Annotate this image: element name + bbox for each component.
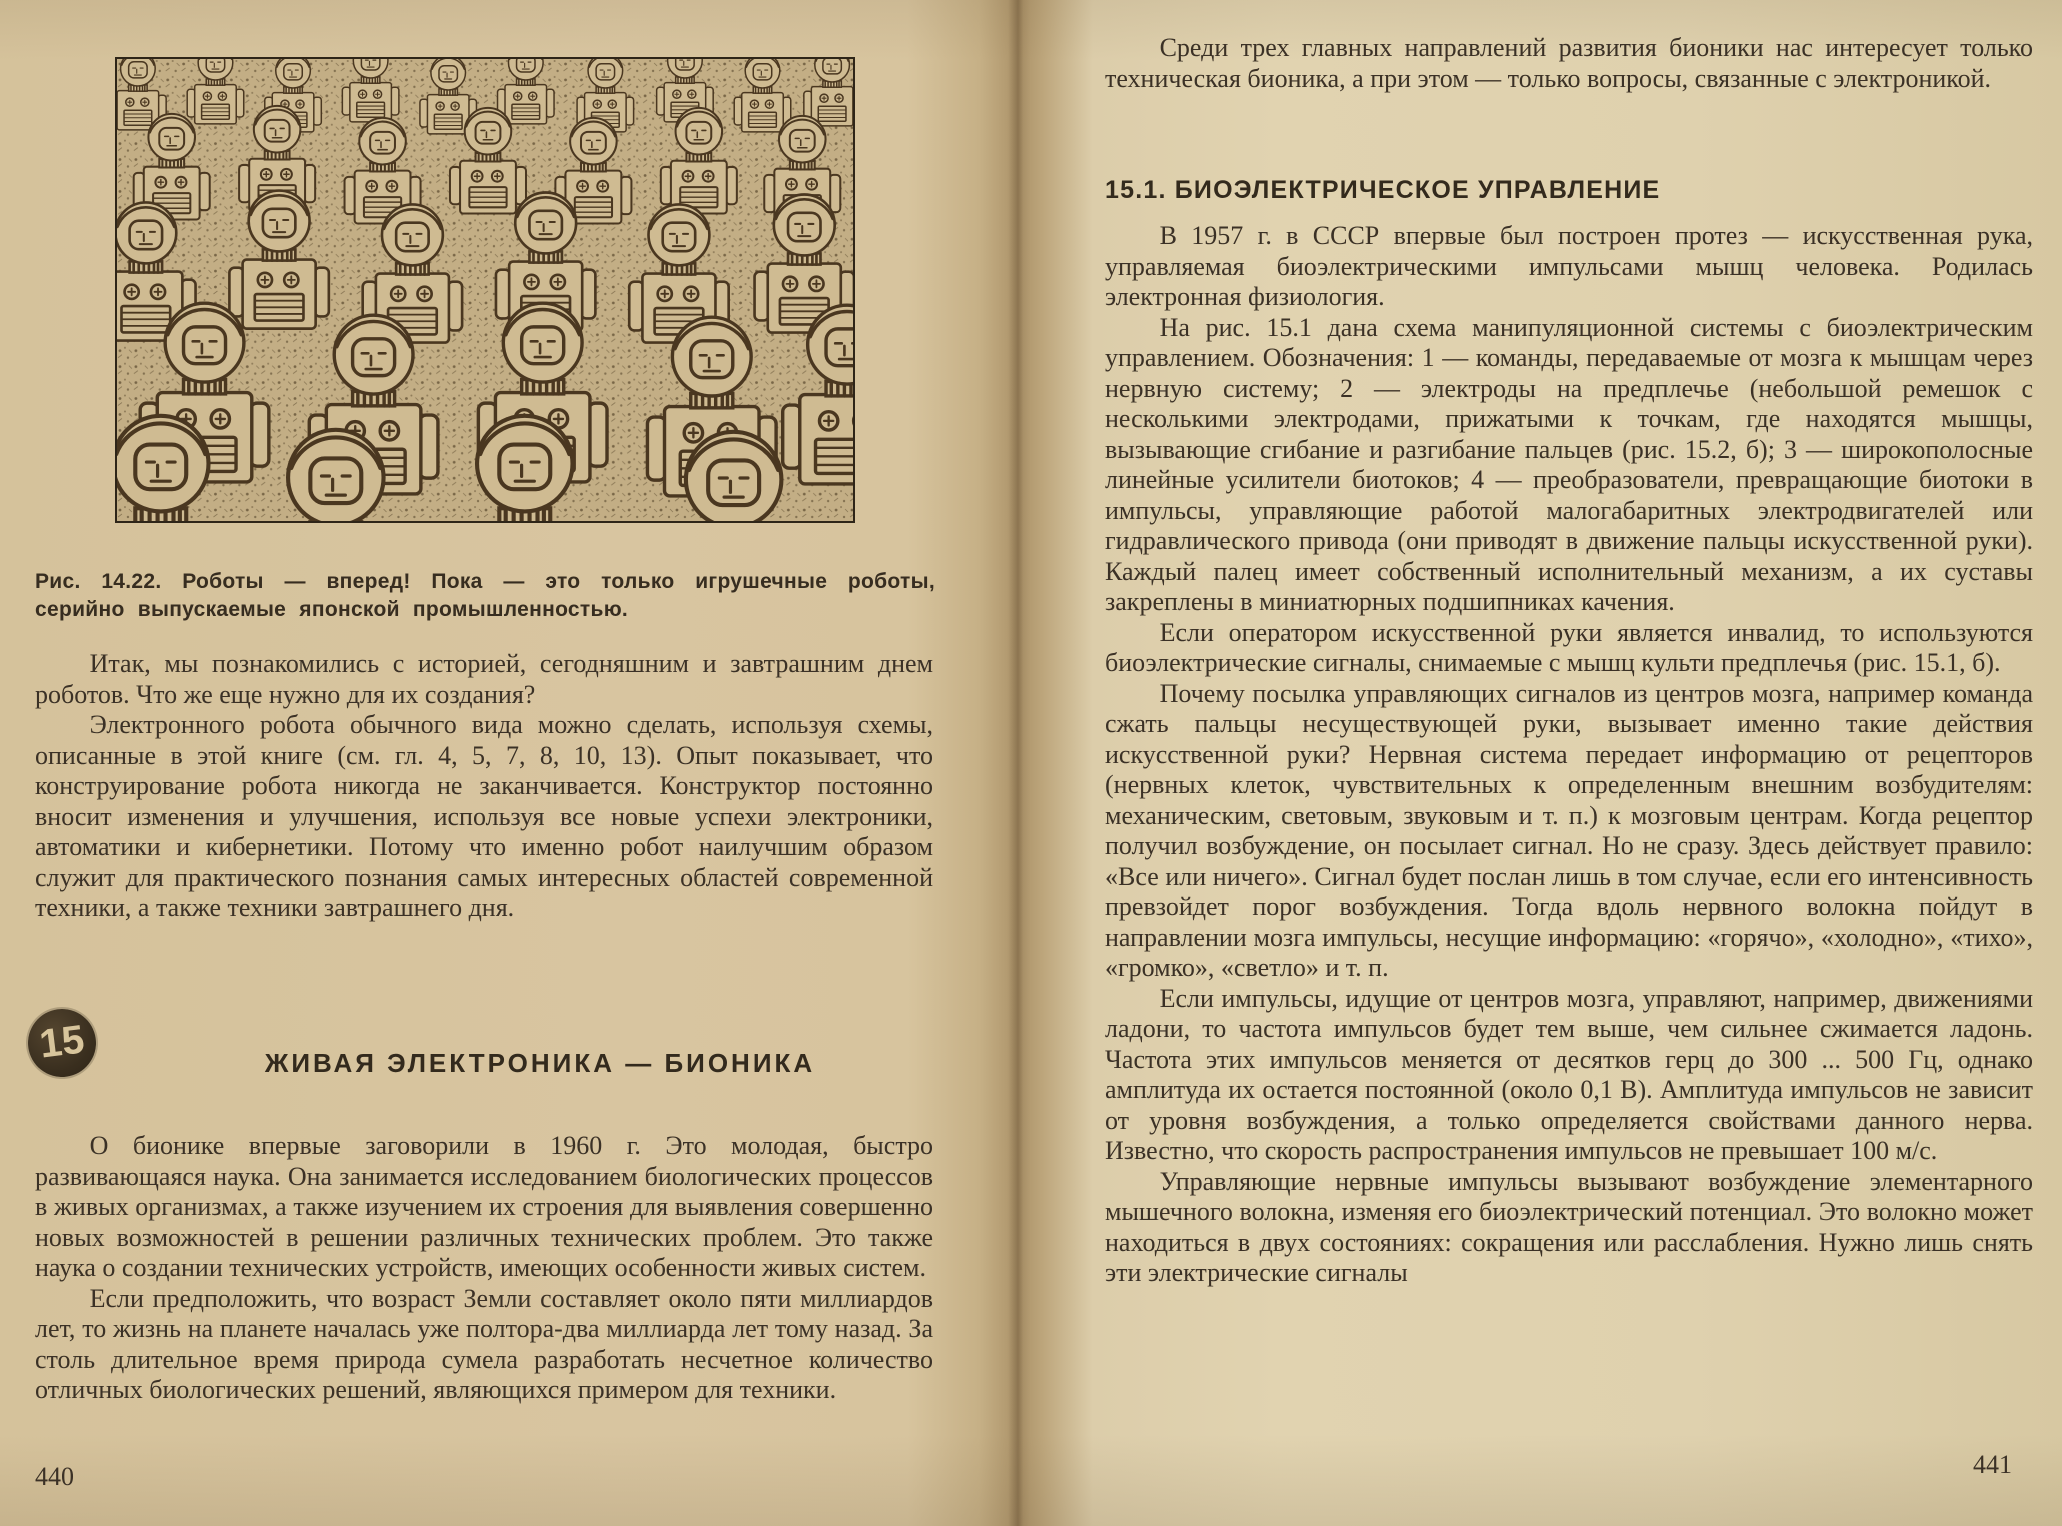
right-text-block-top xyxy=(1105,33,2033,94)
paragraph: Итак, мы познакомились с историей, сегодняшним и завтрашним днем роботов. Что же еще нужно для их создания? xyxy=(35,649,933,709)
figure-14-22 xyxy=(115,57,855,523)
figure-caption: Рис. 14.22. Роботы — вперед! Пока — это только игрушечные роботы, серийно выпускаемые японской промышленностью. xyxy=(35,570,935,621)
paragraph: Если импульсы, идущие от центров мозга, управляют, например, движениями ладони, то частота импульсов будет тем выше, чем сильнее сжимается ладонь. Частота этих импульсов меняется от десятков герц до 300 ... 500 Гц, однако амплитуда их остается постоянной (около 0,1 В). Амплитуда импульсов не зависит от уровня возбуждения, а только определяется свойствами данного нерва. Известно, что скорость распространения импульсов не превышает 100 м/с. xyxy=(1105,983,2033,1165)
paragraph: Если предположить, что возраст Земли составляет около пяти миллиардов лет, то жизнь на планете началась уже полтора-два миллиарда лет тому назад. За столь длительное время природа сумела разработать несчетное количество отличных биологических решений, являющихся примером для техники. xyxy=(35,1283,933,1404)
left-text-block-1 xyxy=(35,649,933,924)
left-text-block-2 xyxy=(35,1131,933,1406)
paragraph: Среди трех главных направлений развития бионики нас интересует только техническая бионика, а при этом — только вопросы, связанные с электроникой. xyxy=(1105,33,2033,93)
paragraph: В 1957 г. в СССР впервые был построен протез — искусственная рука, управляемая биоэлектрическими импульсами мышц человека. Родилась электронная физиология. xyxy=(1105,221,2033,311)
right-text-block-main xyxy=(1105,221,2033,1289)
robots-illustration xyxy=(117,59,853,521)
chapter-number-badge: 15 xyxy=(24,1005,100,1081)
paragraph: Почему посылка управляющих сигналов из центров мозга, например команда сжать пальцы несуществующей руки, вызывает именно такие действия искусственной руки? Нервная система передает информацию от рецепторов (нервных клеток, чувствительных к определенным внешним возбудителям: механическим, световым, звуковым и т. п.) к мозговым центрам. Когда рецептор получил возбуждение, он посылает сигнал. Но не сразу. Здесь действует правило: «Все или ничего». Сигнал будет послан лишь в том случае, если его интенсивность превзойдет порог возбуждения. Тогда вдоль нервного волокна пойдут в направлении мозга импульсы, несущие информацию: «горячо», «холодно», «тихо», «громко», «светло» и т. п. xyxy=(1105,678,2033,982)
paragraph: О бионике впервые заговорили в 1960 г. Это молодая, быстро развивающаяся наука. Она занимается исследованием биологических процессов в живых организмах, а также изучением их строения для выявления совершенно новых возможностей в решении различных технических проблем. Это также наука о создании технических устройств, имеющих особенности живых систем. xyxy=(35,1131,933,1282)
section-heading: 15.1. БИОЭЛЕКТРИЧЕСКОЕ УПРАВЛЕНИЕ xyxy=(1105,176,1661,204)
page-number-left: 440 xyxy=(35,1462,74,1491)
page-number-right: 441 xyxy=(1973,1450,2012,1479)
chapter-title: ЖИВАЯ ЭЛЕКТРОНИКА — БИОНИКА xyxy=(264,1048,816,1078)
paragraph: Управляющие нервные импульсы вызывают возбуждение элементарного мышечного волокна, изменяя его биоэлектрический потенциал. Это волокно может находиться в двух состояниях: сокращения или расслабления. Нужно лишь снять эти электрические сигналы xyxy=(1105,1166,2033,1287)
page-left xyxy=(0,0,1010,1526)
paragraph: Электронного робота обычного вида можно сделать, используя схемы, описанные в этой книге (см. гл. 4, 5, 7, 8, 10, 13). Опыт показывает, что конструирование робота никогда не заканчивается. Конструктор постоянно вносит изменения и улучшения, используя все новые успехи электроники, автоматики и кибернетики. Потому что именно робот наилучшим образом служит для практического познания самых интересных областей современной техники, а также техники завтрашнего дня. xyxy=(35,710,933,922)
paragraph: На рис. 15.1 дана схема манипуляционной системы с биоэлектрическим управлением. Обозначения: 1 — команды, передаваемые от мозга к мышцам через нервную систему; 2 — электроды на предплечье (небольшой ремешок с несколькими электродами, прижатыми к точкам, где находятся мышцы, вызывающие сгибание и разгибание пальцев (рис. 15.2, б); 3 — широкополосные линейные усилители биотоков; 4 — преобразователи, превращающие биотоки в импульсы, управляющие работой малогабаритных электродвигателей или гидравлического привода (они приводят в движение пальцы искусственной руки). Каждый палец имеет собственный исполнительный механизм, а их суставы закреплены в миниатюрных подшипниках качения. xyxy=(1105,312,2033,616)
paragraph: Если оператором искусственной руки является инвалид, то используются биоэлектрические сигналы, снимаемые с мышц культи предплечья (рис. 15.1, б). xyxy=(1105,617,2033,677)
